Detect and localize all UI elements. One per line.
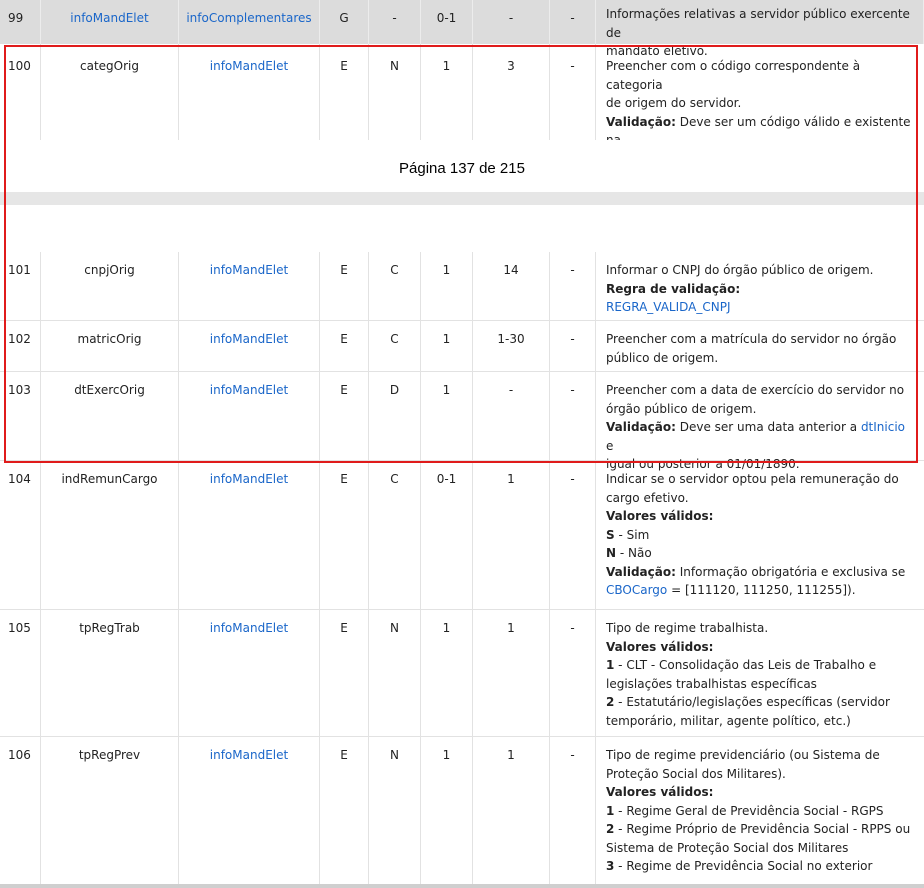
validation-label: Validação: (606, 564, 676, 579)
tam-cell: - (473, 0, 550, 44)
validation-label: Validação: (606, 420, 676, 434)
ele-cell: E (320, 321, 369, 371)
ele-cell: G (320, 0, 369, 44)
value-code: 1 (606, 658, 615, 672)
description-line: público de origem. (606, 350, 719, 365)
value-item (606, 526, 914, 545)
seq-cell: 104 (0, 461, 41, 609)
dec-cell: - (550, 610, 596, 736)
table-row (0, 321, 924, 372)
description-line: Tipo de regime previdenciário (ou Sistema de (606, 748, 880, 762)
values-label: Valores válidos: (606, 509, 714, 523)
value-item (606, 820, 914, 839)
parent-link[interactable]: infoMandElet (179, 44, 320, 140)
tipo-cell: C (369, 252, 421, 320)
dec-cell: - (550, 737, 596, 884)
field-cell: matricOrig (41, 321, 179, 371)
validation-label: Validação: (606, 114, 676, 129)
validation-tail: e (606, 438, 614, 453)
value-text: - Estatutário/legislações específicas (servidor (614, 695, 890, 709)
values-line (606, 638, 914, 657)
table-row (0, 0, 924, 58)
validation-text: Deve ser um código válido e existente (679, 114, 911, 129)
description-line: Preencher com a data de exercício do servidor no (606, 383, 905, 397)
parent-link[interactable]: infoMandElet (179, 372, 320, 460)
ele-cell: E (320, 737, 369, 884)
field-cell: tpRegPrev (41, 737, 179, 884)
tipo-cell: N (369, 737, 421, 884)
value-item (606, 656, 914, 675)
description-line: de origem do servidor. (606, 96, 742, 110)
field-cell: categOrig (41, 44, 179, 140)
ocor-cell: 1 (421, 737, 473, 884)
values-label: Valores válidos: (606, 785, 714, 799)
tam-cell: - (473, 372, 550, 460)
validation-text: Informação obrigatória e exclusiva se (679, 564, 906, 579)
tipo-cell: N (369, 610, 421, 736)
tam-cell: 1 (473, 610, 550, 736)
description-line: cargo efetivo. (606, 490, 689, 505)
validation-tail: = [111120, 111250, 111255]). (671, 583, 856, 597)
tam-cell: 1 (473, 737, 550, 884)
table-row (0, 461, 924, 610)
description-line: Informar o CNPJ do órgão público de origem. (606, 263, 874, 277)
seq-cell: 102 (0, 321, 41, 371)
ele-cell: E (320, 44, 369, 140)
value-item (606, 693, 914, 712)
dtinicio-link[interactable]: dtInicio (860, 420, 906, 434)
page-number: Página 137 de 215 (399, 160, 525, 177)
dec-cell: - (550, 0, 596, 44)
value-text: - Regime de Previdência Social no exterior (614, 859, 873, 873)
tipo-cell: C (369, 461, 421, 609)
ocor-cell: 0-1 (421, 0, 473, 44)
description-cell (596, 321, 924, 371)
seq-cell: 100 (0, 44, 41, 140)
field-link[interactable]: infoMandElet (41, 0, 179, 44)
value-text: - Regime Próprio de Previdência Social - RPPS ou (614, 822, 911, 836)
field-cell: dtExercOrig (41, 372, 179, 460)
parent-link[interactable]: infoMandElet (179, 461, 320, 609)
dec-cell: - (550, 461, 596, 609)
description-line: Proteção Social dos Militares). (606, 766, 786, 781)
ocor-cell: 1 (421, 252, 473, 320)
value-text: - CLT - Consolidação das Leis de Trabalho e (614, 658, 877, 672)
parent-link[interactable]: infoComplementares (179, 0, 320, 44)
table-bottom-border (0, 884, 924, 888)
value-text: - Sim (614, 527, 650, 542)
rule-line (606, 280, 914, 299)
validation-line: igual ou posterior a 01/01/1890. (606, 457, 800, 471)
ocor-cell: 1 (421, 372, 473, 460)
value-code: N (606, 546, 617, 560)
value-item (606, 802, 914, 821)
ocor-cell: 1 (421, 44, 473, 140)
dec-cell: - (550, 44, 596, 140)
field-cell: indRemunCargo (41, 461, 179, 609)
seq-cell: 103 (0, 372, 41, 460)
value-code: 1 (606, 803, 615, 818)
parent-link[interactable]: infoMandElet (179, 252, 320, 320)
validation-line (606, 418, 914, 455)
description-line: Informações relativas a servidor público exercente de (606, 7, 910, 40)
tipo-cell: C (369, 321, 421, 371)
tam-cell: 3 (473, 44, 550, 140)
values-line (606, 507, 914, 526)
value-item-cont: legislações trabalhistas específicas (606, 676, 817, 691)
value-text: - Não (616, 546, 652, 560)
description-cell (596, 372, 924, 471)
table-row (0, 252, 924, 321)
tam-cell: 1-30 (473, 321, 550, 371)
description-line: Tipo de regime trabalhista. (606, 621, 769, 635)
rule-label: Regra de validação: (606, 281, 741, 296)
table-row (0, 372, 924, 471)
field-cell: tpRegTrab (41, 610, 179, 736)
tipo-cell: N (369, 44, 421, 140)
description-cell (596, 737, 924, 884)
validation-text: Deve ser uma data anterior a (679, 420, 858, 434)
dec-cell: - (550, 252, 596, 320)
validation-line (606, 581, 914, 600)
ocor-cell: 1 (421, 610, 473, 736)
description-line: Indicar se o servidor optou pela remuneração do (606, 472, 899, 486)
ele-cell: E (320, 252, 369, 320)
table-row (0, 610, 924, 737)
value-item-cont: Sistema de Proteção Social dos Militares (606, 840, 849, 855)
value-item (606, 857, 914, 876)
value-code: S (606, 527, 615, 542)
value-code: 3 (606, 859, 615, 873)
description-cell (596, 44, 924, 140)
ocor-cell: 1 (421, 321, 473, 371)
value-item (606, 544, 914, 563)
seq-cell: 101 (0, 252, 41, 320)
validation-line (606, 563, 914, 582)
parent-link[interactable]: infoMandElet (179, 737, 320, 884)
tam-cell: 14 (473, 252, 550, 320)
description-cell (596, 0, 924, 58)
value-item-cont: temporário, militar, agente político, etc.) (606, 713, 851, 728)
table-row (0, 44, 924, 140)
ocor-cell: 0-1 (421, 461, 473, 609)
seq-cell: 99 (0, 0, 41, 44)
dec-cell: - (550, 372, 596, 460)
description-line: mandato eletivo. (606, 44, 708, 58)
seq-cell: 106 (0, 737, 41, 884)
tipo-cell: D (369, 372, 421, 460)
description-cell (596, 461, 924, 609)
parent-link[interactable]: infoMandElet (179, 321, 320, 371)
ele-cell: E (320, 461, 369, 609)
description-line: Preencher com a matrícula do servidor no órgão (606, 332, 897, 346)
ele-cell: E (320, 372, 369, 460)
parent-link[interactable]: infoMandElet (179, 610, 320, 736)
rule-link[interactable]: REGRA_VALIDA_CNPJ (606, 300, 731, 314)
values-line (606, 783, 914, 802)
value-code: 2 (606, 695, 615, 709)
description-line: órgão público de origem. (606, 401, 757, 416)
value-code: 2 (606, 822, 615, 836)
values-label: Valores válidos: (606, 639, 714, 654)
seq-cell: 105 (0, 610, 41, 736)
tam-cell: 1 (473, 461, 550, 609)
field-cell: cnpjOrig (41, 252, 179, 320)
cbocargo-link[interactable]: CBOCargo (606, 583, 668, 597)
description-cell (596, 610, 924, 736)
table-row (0, 737, 924, 884)
dec-cell: - (550, 321, 596, 371)
description-cell (596, 252, 924, 320)
rule-line (606, 298, 914, 317)
value-text: - Regime Geral de Previdência Social - RGPS (614, 803, 884, 818)
description-line: Preencher com o código correspondente à categoria (606, 59, 861, 92)
ele-cell: E (320, 610, 369, 736)
tipo-cell: - (369, 0, 421, 44)
